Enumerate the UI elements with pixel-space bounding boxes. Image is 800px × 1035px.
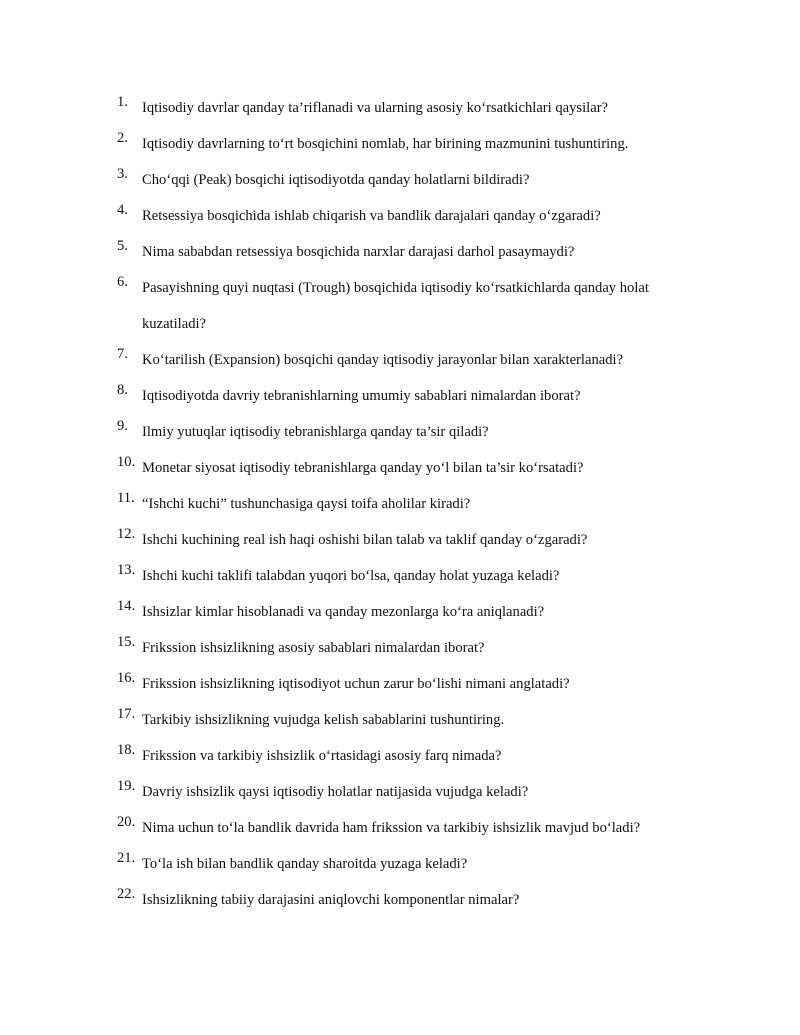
question-item bbox=[0, 594, 800, 630]
question-text: Ishsizlikning tabiiy darajasini aniqlovchi komponentlar nimalar? bbox=[142, 892, 520, 908]
question-number: 18. bbox=[117, 742, 136, 758]
question-item bbox=[0, 486, 800, 522]
question-number: 13. bbox=[117, 562, 136, 578]
question-number: 12. bbox=[117, 526, 136, 542]
question-item bbox=[0, 162, 800, 198]
question-text: Davriy ishsizlik qaysi iqtisodiy holatlar natijasida vujudga keladi? bbox=[142, 784, 529, 800]
question-number: 22. bbox=[117, 886, 136, 902]
question-text: Iqtisodiyotda davriy tebranishlarning umumiy sabablari nimalardan iborat? bbox=[142, 388, 581, 404]
question-item bbox=[0, 630, 800, 666]
question-number: 2. bbox=[117, 130, 128, 146]
question-number: 6. bbox=[117, 274, 128, 290]
question-text: Tarkibiy ishsizlikning vujudga kelish sabablarini tushuntiring. bbox=[142, 712, 505, 728]
question-number: 21. bbox=[117, 850, 136, 866]
question-text: Ko‘tarilish (Expansion) bosqichi qanday iqtisodiy jarayonlar bilan xarakterlanadi? bbox=[142, 352, 624, 368]
question-number: 15. bbox=[117, 634, 136, 650]
question-item bbox=[0, 846, 800, 882]
question-text: Iqtisodiy davrlarning to‘rt bosqichini nomlab, har birining mazmunini tushuntiring. bbox=[142, 136, 629, 152]
question-number: 10. bbox=[117, 454, 136, 470]
question-item bbox=[0, 882, 800, 918]
question-text: Monetar siyosat iqtisodiy tebranishlarga qanday yo‘l bilan ta’sir ko‘rsatadi? bbox=[142, 460, 584, 476]
question-item bbox=[0, 702, 800, 738]
question-number: 1. bbox=[117, 94, 128, 110]
question-text: Ishchi kuchi taklifi talabdan yuqori bo‘lsa, qanday holat yuzaga keladi? bbox=[142, 568, 560, 584]
question-number: 5. bbox=[117, 238, 128, 254]
question-item bbox=[0, 126, 800, 162]
question-text: Pasayishning quyi nuqtasi (Trough) bosqichida iqtisodiy ko‘rsatkichlarda qanday holat kuzatiladi? bbox=[142, 280, 649, 332]
question-number: 16. bbox=[117, 670, 136, 686]
question-number: 19. bbox=[117, 778, 136, 794]
question-text: Retsessiya bosqichida ishlab chiqarish va bandlik darajalari qanday o‘zgaradi? bbox=[142, 208, 601, 224]
question-item bbox=[0, 342, 800, 378]
question-number: 17. bbox=[117, 706, 136, 722]
question-text: Ilmiy yutuqlar iqtisodiy tebranishlarga qanday ta’sir qiladi? bbox=[142, 424, 489, 440]
question-text: To‘la ish bilan bandlik qanday sharoitda yuzaga keladi? bbox=[142, 856, 468, 872]
question-text: Nima uchun to‘la bandlik davrida ham frikssion va tarkibiy ishsizlik mavjud bo‘ladi? bbox=[142, 820, 641, 836]
question-number: 14. bbox=[117, 598, 136, 614]
question-item bbox=[0, 738, 800, 774]
question-item bbox=[0, 558, 800, 594]
question-item bbox=[0, 234, 800, 270]
question-number: 4. bbox=[117, 202, 128, 218]
question-text: Iqtisodiy davrlar qanday ta’riflanadi va ularning asosiy ko‘rsatkichlari qaysilar? bbox=[142, 100, 609, 116]
question-number: 3. bbox=[117, 166, 128, 182]
question-number: 8. bbox=[117, 382, 128, 398]
question-item bbox=[0, 198, 800, 234]
question-item bbox=[0, 666, 800, 702]
question-item bbox=[0, 774, 800, 810]
question-number: 11. bbox=[117, 490, 135, 506]
question-text: “Ishchi kuchi” tushunchasiga qaysi toifa aholilar kiradi? bbox=[142, 496, 471, 512]
question-text: Cho‘qqi (Peak) bosqichi iqtisodiyotda qanday holatlarni bildiradi? bbox=[142, 172, 530, 188]
question-item bbox=[0, 522, 800, 558]
question-item bbox=[0, 810, 800, 846]
question-item bbox=[0, 414, 800, 450]
question-number: 20. bbox=[117, 814, 136, 830]
question-item bbox=[0, 90, 800, 126]
question-number: 7. bbox=[117, 346, 128, 362]
question-text: Frikssion ishsizlikning asosiy sabablari nimalardan iborat? bbox=[142, 640, 485, 656]
question-item bbox=[0, 378, 800, 414]
question-list bbox=[0, 90, 800, 918]
question-text: Frikssion ishsizlikning iqtisodiyot uchun zarur bo‘lishi nimani anglatadi? bbox=[142, 676, 570, 692]
question-text: Ishsizlar kimlar hisoblanadi va qanday mezonlarga ko‘ra aniqlanadi? bbox=[142, 604, 545, 620]
question-item bbox=[0, 270, 800, 342]
question-text: Frikssion va tarkibiy ishsizlik o‘rtasidagi asosiy farq nimada? bbox=[142, 748, 502, 764]
question-text: Ishchi kuchining real ish haqi oshishi bilan talab va taklif qanday o‘zgaradi? bbox=[142, 532, 588, 548]
question-number: 9. bbox=[117, 418, 128, 434]
question-item bbox=[0, 450, 800, 486]
question-text: Nima sababdan retsessiya bosqichida narxlar darajasi darhol pasaymaydi? bbox=[142, 244, 575, 260]
